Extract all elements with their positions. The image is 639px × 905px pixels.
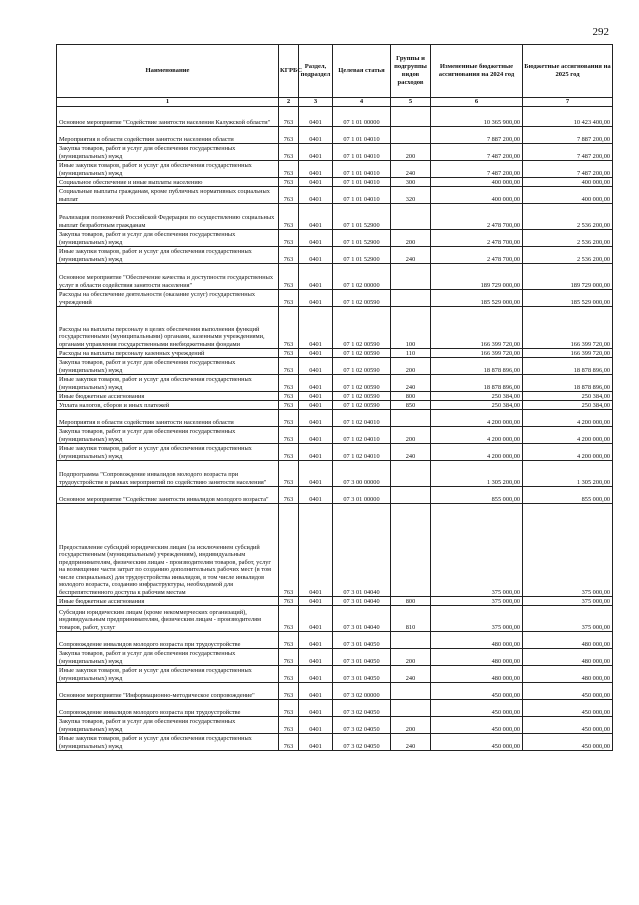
header-section: Раздел, подраздел <box>299 45 333 98</box>
row-group: 240 <box>391 734 431 751</box>
row-name: Иные закупки товаров, работ и услуг для обеспечения государственных (муниципальных) нужд <box>57 734 279 751</box>
table-row <box>57 178 613 187</box>
row-section: 0401 <box>299 290 333 307</box>
header-changed-2024: Измененные бюджетные ассигнования на 2024 год <box>431 45 523 98</box>
row-group <box>391 107 431 127</box>
table-row <box>57 144 613 161</box>
header-target: Целевая статья <box>333 45 391 98</box>
row-kgrbs: 763 <box>279 717 299 734</box>
column-number: 3 <box>299 98 333 107</box>
row-kgrbs: 763 <box>279 375 299 392</box>
row-name: Сопровождение инвалидов молодого возраста при трудоустройстве <box>57 632 279 649</box>
row-amount-2025: 18 878 896,00 <box>523 375 613 392</box>
row-name: Закупка товаров, работ и услуг для обеспечения государственных (муниципальных) нужд <box>57 717 279 734</box>
table-row <box>57 204 613 230</box>
table-row <box>57 649 613 666</box>
row-kgrbs: 763 <box>279 307 299 349</box>
row-group: 850 <box>391 401 431 410</box>
row-kgrbs: 763 <box>279 290 299 307</box>
row-section: 0401 <box>299 161 333 178</box>
row-kgrbs: 763 <box>279 734 299 751</box>
row-group <box>391 410 431 427</box>
table-row <box>57 401 613 410</box>
row-group <box>391 683 431 700</box>
row-amount-2025: 2 536 200,00 <box>523 230 613 247</box>
row-group: 300 <box>391 178 431 187</box>
table-row <box>57 427 613 444</box>
row-amount-2025: 2 536 200,00 <box>523 247 613 264</box>
row-amount-2024: 480 000,00 <box>431 632 523 649</box>
row-amount-2024: 189 729 000,00 <box>431 264 523 290</box>
table-row <box>57 264 613 290</box>
row-group <box>391 290 431 307</box>
row-target: 07 3 02 04050 <box>333 717 391 734</box>
row-amount-2025: 375 000,00 <box>523 606 613 632</box>
row-section: 0401 <box>299 504 333 597</box>
row-amount-2024: 2 478 700,00 <box>431 204 523 230</box>
table-row <box>57 290 613 307</box>
row-group: 200 <box>391 144 431 161</box>
row-section: 0401 <box>299 349 333 358</box>
row-target: 07 3 01 04050 <box>333 666 391 683</box>
row-kgrbs: 763 <box>279 597 299 606</box>
row-group: 240 <box>391 666 431 683</box>
row-target: 07 3 00 00000 <box>333 461 391 487</box>
row-amount-2025: 250 384,00 <box>523 401 613 410</box>
row-kgrbs: 763 <box>279 700 299 717</box>
table-row <box>57 487 613 504</box>
table-row <box>57 734 613 751</box>
header-group: Группы и подгруппы видов расходов <box>391 45 431 98</box>
row-target: 07 1 01 04010 <box>333 178 391 187</box>
row-target: 07 1 02 00590 <box>333 307 391 349</box>
row-name: Основное мероприятие "Содействие занятости инвалидов молодого возраста" <box>57 487 279 504</box>
row-amount-2025: 4 200 000,00 <box>523 444 613 461</box>
row-kgrbs: 763 <box>279 178 299 187</box>
row-amount-2024: 7 487 200,00 <box>431 161 523 178</box>
row-name: Реализация полномочий Российской Федерации по осуществлению социальных выплат безработным гражданам <box>57 204 279 230</box>
row-name: Подпрограмма "Сопровождение инвалидов молодого возраста при трудоустройстве в рамках мероприятий по содействию занятости населения" <box>57 461 279 487</box>
table-row <box>57 161 613 178</box>
row-amount-2025: 18 878 896,00 <box>523 358 613 375</box>
row-name: Сопровождение инвалидов молодого возраста при трудоустройстве <box>57 700 279 717</box>
table-row <box>57 606 613 632</box>
row-kgrbs: 763 <box>279 161 299 178</box>
row-amount-2025: 450 000,00 <box>523 734 613 751</box>
row-section: 0401 <box>299 734 333 751</box>
row-section: 0401 <box>299 487 333 504</box>
row-amount-2024: 450 000,00 <box>431 700 523 717</box>
row-amount-2024: 10 365 900,00 <box>431 107 523 127</box>
row-target: 07 1 01 52900 <box>333 204 391 230</box>
row-amount-2024: 166 399 720,00 <box>431 307 523 349</box>
row-kgrbs: 763 <box>279 127 299 144</box>
row-group: 320 <box>391 187 431 204</box>
row-group <box>391 487 431 504</box>
row-section: 0401 <box>299 649 333 666</box>
row-amount-2024: 250 384,00 <box>431 392 523 401</box>
row-amount-2024: 480 000,00 <box>431 666 523 683</box>
table-row <box>57 127 613 144</box>
row-section: 0401 <box>299 247 333 264</box>
row-section: 0401 <box>299 427 333 444</box>
row-name: Закупка товаров, работ и услуг для обеспечения государственных (муниципальных) нужд <box>57 649 279 666</box>
row-kgrbs: 763 <box>279 632 299 649</box>
table-row <box>57 504 613 597</box>
row-name: Закупка товаров, работ и услуг для обеспечения государственных (муниципальных) нужд <box>57 358 279 375</box>
row-amount-2025: 855 000,00 <box>523 487 613 504</box>
row-section: 0401 <box>299 401 333 410</box>
row-amount-2025: 400 000,00 <box>523 178 613 187</box>
row-amount-2024: 4 200 000,00 <box>431 444 523 461</box>
row-kgrbs: 763 <box>279 144 299 161</box>
table-row <box>57 392 613 401</box>
table-row <box>57 107 613 127</box>
row-group: 200 <box>391 230 431 247</box>
row-group: 240 <box>391 161 431 178</box>
row-name: Закупка товаров, работ и услуг для обеспечения государственных (муниципальных) нужд <box>57 427 279 444</box>
row-name: Иные закупки товаров, работ и услуг для обеспечения государственных (муниципальных) нужд <box>57 444 279 461</box>
row-group <box>391 127 431 144</box>
row-amount-2025: 400 000,00 <box>523 187 613 204</box>
row-section: 0401 <box>299 307 333 349</box>
row-section: 0401 <box>299 597 333 606</box>
row-group <box>391 264 431 290</box>
table-row <box>57 307 613 349</box>
row-target: 07 1 02 00590 <box>333 392 391 401</box>
row-target: 07 1 01 52900 <box>333 247 391 264</box>
row-amount-2024: 400 000,00 <box>431 178 523 187</box>
table-row <box>57 358 613 375</box>
row-amount-2025: 250 384,00 <box>523 392 613 401</box>
table-row <box>57 247 613 264</box>
table-row <box>57 700 613 717</box>
row-target: 07 1 01 52900 <box>333 230 391 247</box>
row-target: 07 1 02 00590 <box>333 290 391 307</box>
row-target: 07 1 01 04010 <box>333 187 391 204</box>
row-target: 07 1 01 04010 <box>333 144 391 161</box>
column-number: 5 <box>391 98 431 107</box>
row-amount-2025: 7 887 200,00 <box>523 127 613 144</box>
row-name: Иные бюджетные ассигнования <box>57 392 279 401</box>
row-name: Социальные выплаты гражданам, кроме публичных нормативных социальных выплат <box>57 187 279 204</box>
row-name: Иные бюджетные ассигнования <box>57 597 279 606</box>
row-target: 07 1 02 00590 <box>333 375 391 392</box>
row-group: 110 <box>391 349 431 358</box>
row-group <box>391 700 431 717</box>
table-row <box>57 349 613 358</box>
row-target: 07 1 02 00000 <box>333 264 391 290</box>
row-section: 0401 <box>299 178 333 187</box>
row-amount-2024: 450 000,00 <box>431 734 523 751</box>
row-amount-2024: 375 000,00 <box>431 504 523 597</box>
row-section: 0401 <box>299 358 333 375</box>
row-name: Расходы на обеспечение деятельности (оказание услуг) государственных учреждений <box>57 290 279 307</box>
header-kgrbs: КГРБС <box>279 45 299 98</box>
row-amount-2024: 2 478 700,00 <box>431 247 523 264</box>
row-name: Иные закупки товаров, работ и услуг для обеспечения государственных (муниципальных) нужд <box>57 247 279 264</box>
row-section: 0401 <box>299 187 333 204</box>
row-section: 0401 <box>299 666 333 683</box>
table-header-row <box>57 45 613 98</box>
row-target: 07 3 02 00000 <box>333 683 391 700</box>
row-kgrbs: 763 <box>279 683 299 700</box>
table-row <box>57 410 613 427</box>
row-amount-2025: 1 305 200,00 <box>523 461 613 487</box>
row-amount-2025: 7 487 200,00 <box>523 144 613 161</box>
row-amount-2025: 450 000,00 <box>523 683 613 700</box>
header-name: Наименование <box>57 45 279 98</box>
row-name: Иные закупки товаров, работ и услуг для обеспечения государственных (муниципальных) нужд <box>57 375 279 392</box>
row-section: 0401 <box>299 700 333 717</box>
row-name: Закупка товаров, работ и услуг для обеспечения государственных (муниципальных) нужд <box>57 230 279 247</box>
row-name: Социальное обеспечение и иные выплаты населению <box>57 178 279 187</box>
row-section: 0401 <box>299 204 333 230</box>
row-group: 240 <box>391 375 431 392</box>
row-target: 07 1 01 04010 <box>333 127 391 144</box>
column-number: 4 <box>333 98 391 107</box>
row-amount-2024: 166 399 720,00 <box>431 349 523 358</box>
row-kgrbs: 763 <box>279 358 299 375</box>
row-target: 07 1 02 04010 <box>333 410 391 427</box>
row-group <box>391 204 431 230</box>
row-name: Закупка товаров, работ и услуг для обеспечения государственных (муниципальных) нужд <box>57 144 279 161</box>
row-name: Мероприятия в области содействия занятости населения области <box>57 127 279 144</box>
row-kgrbs: 763 <box>279 410 299 427</box>
row-kgrbs: 763 <box>279 204 299 230</box>
row-kgrbs: 763 <box>279 392 299 401</box>
row-section: 0401 <box>299 230 333 247</box>
row-target: 07 1 01 04010 <box>333 161 391 178</box>
row-group: 200 <box>391 717 431 734</box>
row-amount-2024: 450 000,00 <box>431 717 523 734</box>
row-section: 0401 <box>299 632 333 649</box>
row-group: 200 <box>391 649 431 666</box>
row-target: 07 1 01 00000 <box>333 107 391 127</box>
row-target: 07 3 02 04050 <box>333 734 391 751</box>
table-row <box>57 375 613 392</box>
table-row <box>57 187 613 204</box>
row-section: 0401 <box>299 444 333 461</box>
row-group <box>391 461 431 487</box>
row-name: Основное мероприятие "Информационно-методическое сопровождение" <box>57 683 279 700</box>
column-number: 1 <box>57 98 279 107</box>
row-amount-2025: 185 529 000,00 <box>523 290 613 307</box>
row-amount-2024: 185 529 000,00 <box>431 290 523 307</box>
table-row <box>57 230 613 247</box>
row-group: 200 <box>391 358 431 375</box>
row-section: 0401 <box>299 144 333 161</box>
row-amount-2025: 375 000,00 <box>523 597 613 606</box>
row-name: Уплата налогов, сборов и иных платежей <box>57 401 279 410</box>
row-amount-2025: 375 000,00 <box>523 504 613 597</box>
page-number: 292 <box>592 26 609 38</box>
column-number: 6 <box>431 98 523 107</box>
row-name: Субсидии юридическим лицам (кроме некоммерческих организаций), индивидуальным предпринимателям, физическим лицам - производителям товаров, работ, услуг <box>57 606 279 632</box>
row-group <box>391 632 431 649</box>
row-amount-2025: 450 000,00 <box>523 700 613 717</box>
row-kgrbs: 763 <box>279 487 299 504</box>
row-amount-2025: 4 200 000,00 <box>523 427 613 444</box>
row-kgrbs: 763 <box>279 107 299 127</box>
row-amount-2024: 7 487 200,00 <box>431 144 523 161</box>
row-name: Предоставление субсидий юридическим лицам (за исключением субсидий государственным (муниципальным) учреждениям), индивидуальным предпринимателям, физическим лицам - производителям товаров, работ, услуг на возмещение части затрат по созданию дополнительных рабочих мест (в том числе специальных) для трудоустройства инвалидов, в том числе инвалидов молодого возраста, созданию инфраструктуры, необходимой для беспрепятственного доступа к рабочим местам <box>57 504 279 597</box>
row-section: 0401 <box>299 410 333 427</box>
row-amount-2024: 400 000,00 <box>431 187 523 204</box>
row-name: Основное мероприятие "Содействие занятости населения Калужской области" <box>57 107 279 127</box>
column-number: 2 <box>279 98 299 107</box>
row-amount-2024: 7 887 200,00 <box>431 127 523 144</box>
row-section: 0401 <box>299 107 333 127</box>
row-target: 07 1 02 00590 <box>333 349 391 358</box>
row-section: 0401 <box>299 683 333 700</box>
table-body <box>57 107 613 751</box>
row-kgrbs: 763 <box>279 401 299 410</box>
row-kgrbs: 763 <box>279 427 299 444</box>
row-group: 800 <box>391 392 431 401</box>
row-amount-2024: 1 305 200,00 <box>431 461 523 487</box>
row-name: Расходы на выплаты персоналу в целях обеспечения выполнения функций государственными (муниципальными) органами, казенными учреждениями, органами управления государственными внебюджетными фондами <box>57 307 279 349</box>
row-amount-2025: 166 399 720,00 <box>523 307 613 349</box>
row-group: 100 <box>391 307 431 349</box>
row-amount-2025: 4 200 000,00 <box>523 410 613 427</box>
row-kgrbs: 763 <box>279 349 299 358</box>
row-amount-2024: 4 200 000,00 <box>431 410 523 427</box>
row-group: 240 <box>391 444 431 461</box>
row-target: 07 3 01 04040 <box>333 597 391 606</box>
row-group: 800 <box>391 597 431 606</box>
row-group: 810 <box>391 606 431 632</box>
row-target: 07 1 02 00590 <box>333 401 391 410</box>
table-row <box>57 632 613 649</box>
header-planned-2025: Бюджетные ассигнования на 2025 год <box>523 45 613 98</box>
table-row <box>57 683 613 700</box>
row-amount-2024: 18 878 896,00 <box>431 358 523 375</box>
row-target: 07 1 02 00590 <box>333 358 391 375</box>
row-target: 07 3 01 04050 <box>333 632 391 649</box>
row-amount-2024: 2 478 700,00 <box>431 230 523 247</box>
row-group <box>391 504 431 597</box>
column-number: 7 <box>523 98 613 107</box>
row-name: Иные закупки товаров, работ и услуг для обеспечения государственных (муниципальных) нужд <box>57 666 279 683</box>
row-target: 07 3 01 04050 <box>333 649 391 666</box>
row-section: 0401 <box>299 375 333 392</box>
table-row <box>57 597 613 606</box>
row-amount-2024: 375 000,00 <box>431 606 523 632</box>
row-amount-2024: 250 384,00 <box>431 401 523 410</box>
row-name: Расходы на выплаты персоналу казенных учреждений <box>57 349 279 358</box>
row-group: 240 <box>391 247 431 264</box>
row-amount-2025: 10 423 400,00 <box>523 107 613 127</box>
row-name: Основное мероприятие "Обеспечение качества и доступности государственных услуг в области содействия занятости населения" <box>57 264 279 290</box>
row-amount-2025: 189 729 000,00 <box>523 264 613 290</box>
row-kgrbs: 763 <box>279 606 299 632</box>
row-section: 0401 <box>299 461 333 487</box>
table-row <box>57 666 613 683</box>
table-row <box>57 717 613 734</box>
row-name: Иные закупки товаров, работ и услуг для обеспечения государственных (муниципальных) нужд <box>57 161 279 178</box>
row-amount-2024: 18 878 896,00 <box>431 375 523 392</box>
row-kgrbs: 763 <box>279 444 299 461</box>
row-kgrbs: 763 <box>279 649 299 666</box>
row-amount-2024: 450 000,00 <box>431 683 523 700</box>
row-section: 0401 <box>299 392 333 401</box>
row-amount-2024: 4 200 000,00 <box>431 427 523 444</box>
row-amount-2025: 450 000,00 <box>523 717 613 734</box>
row-kgrbs: 763 <box>279 230 299 247</box>
row-kgrbs: 763 <box>279 504 299 597</box>
row-amount-2025: 166 399 720,00 <box>523 349 613 358</box>
row-amount-2025: 480 000,00 <box>523 666 613 683</box>
row-amount-2025: 7 487 200,00 <box>523 161 613 178</box>
row-amount-2025: 480 000,00 <box>523 632 613 649</box>
row-section: 0401 <box>299 717 333 734</box>
row-section: 0401 <box>299 606 333 632</box>
row-amount-2025: 2 536 200,00 <box>523 204 613 230</box>
row-target: 07 3 01 00000 <box>333 487 391 504</box>
row-target: 07 1 02 04010 <box>333 444 391 461</box>
column-number-row <box>57 98 613 107</box>
row-amount-2024: 375 000,00 <box>431 597 523 606</box>
row-name: Мероприятия в области содействия занятости населения области <box>57 410 279 427</box>
row-target: 07 1 02 04010 <box>333 427 391 444</box>
row-kgrbs: 763 <box>279 264 299 290</box>
row-kgrbs: 763 <box>279 461 299 487</box>
row-section: 0401 <box>299 264 333 290</box>
row-amount-2024: 855 000,00 <box>431 487 523 504</box>
budget-table <box>56 44 613 751</box>
row-amount-2025: 480 000,00 <box>523 649 613 666</box>
row-group: 200 <box>391 427 431 444</box>
row-kgrbs: 763 <box>279 666 299 683</box>
row-target: 07 3 02 04050 <box>333 700 391 717</box>
row-target: 07 3 01 04040 <box>333 606 391 632</box>
row-section: 0401 <box>299 127 333 144</box>
table-row <box>57 444 613 461</box>
row-kgrbs: 763 <box>279 247 299 264</box>
row-amount-2024: 480 000,00 <box>431 649 523 666</box>
row-kgrbs: 763 <box>279 187 299 204</box>
table-row <box>57 461 613 487</box>
row-target: 07 3 01 04040 <box>333 504 391 597</box>
